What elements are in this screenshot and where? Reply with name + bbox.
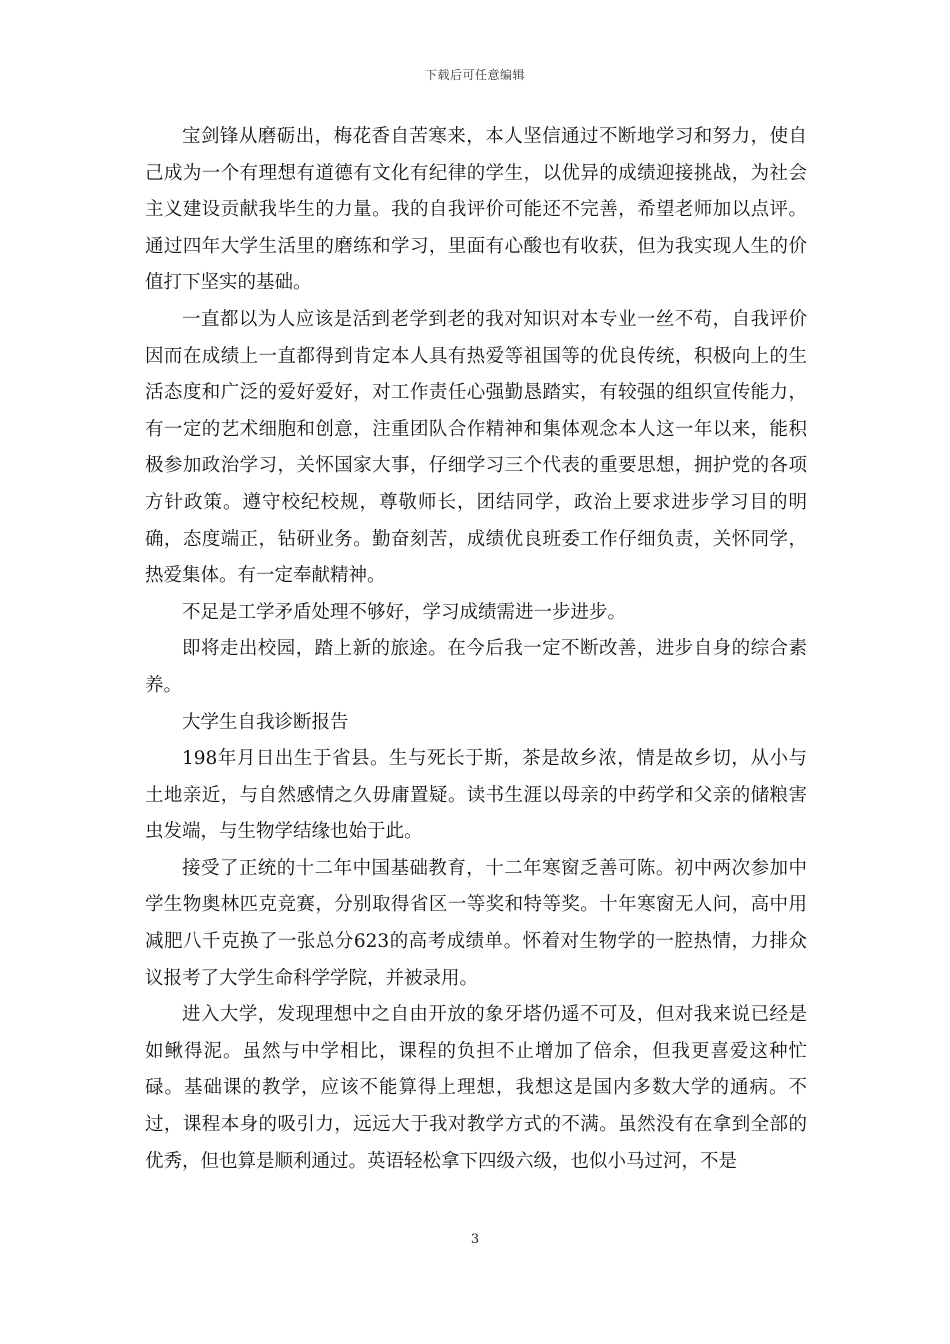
paragraph: 不足是工学矛盾处理不够好，学习成绩需进一步进步。 (182, 601, 627, 623)
section-heading: 大学生自我诊断报告 (182, 711, 349, 733)
paragraph: 宝剑锋从磨砺出，梅花香自苦寒来，本人坚信通过不断地学习和努力，使自己成为一个有理想有道德有文化有纪律的学生，以优异的成绩迎接挑战，为社会主义建设贡献我毕生的力量。我的自我评价可能还不完善，希望老师加以点评。通过四年大学生活里的磨练和学习，里面有心酸也有收获，但为我实现人生的价值打下坚实的基础。 (145, 126, 807, 294)
paragraph: 一直都以为人应该是活到老学到老的我对知识对本专业一丝不苟，自我评价因而在成绩上一直都得到肯定本人具有热爱等祖国等的优良传统，积极向上的生活态度和广泛的爱好爱好，对工作责任心强勤恳踏实，有较强的组织宣传能力，有一定的艺术细胞和创意，注重团队合作精神和集体观念本人这一年以来，能积极参加政治学习，关怀国家大事，仔细学习三个代表的重要思想，拥护党的各项方针政策。遵守校纪校规，尊敬师长，团结同学，政治上要求进步学习目的明确，态度端正，钻研业务。勤奋刻苦，成绩优良班委工作仔细负责，关怀同学，热爱集体。有一定奉献精神。 (145, 308, 807, 587)
document-body (145, 119, 807, 1180)
paragraph: 进入大学，发现理想中之自由开放的象牙塔仍遥不可及，但对我来说已经是如鳅得泥。虽然与中学相比，课程的负担不止增加了倍余，但我更喜爱这种忙碌。基础课的教学，应该不能算得上理想，我想这是国内多数大学的通病。不过，课程本身的吸引力，远远大于我对教学方式的不满。虽然没有在拿到全部的优秀，但也算是顺利通过。英语轻松拿下四级六级，也似小马过河，不是 (145, 1004, 807, 1172)
paragraph: 198年月日出生于省县。生与死长于斯，茶是故乡浓，情是故乡切，从小与土地亲近，与自然感情之久毋庸置疑。读书生涯以母亲的中药学和父亲的储粮害虫发端，与生物学结缘也始于此。 (145, 748, 807, 843)
page-header: 下载后可任意编辑 (424, 68, 525, 82)
paragraph: 即将走出校园，踏上新的旅途。在今后我一定不断改善，进步自身的综合素养。 (145, 638, 807, 696)
page-number: 3 (470, 1232, 480, 1247)
paragraph: 接受了正统的十二年中国基础教育，十二年寒窗乏善可陈。初中两次参加中学生物奥林匹克竞赛，分别取得省区一等奖和特等奖。十年寒窗无人问，高中用减肥八千克换了一张总分623的高考成绩单。怀着对生物学的一腔热情，力排众议报考了大学生命科学学院，并被录用。 (145, 857, 807, 989)
